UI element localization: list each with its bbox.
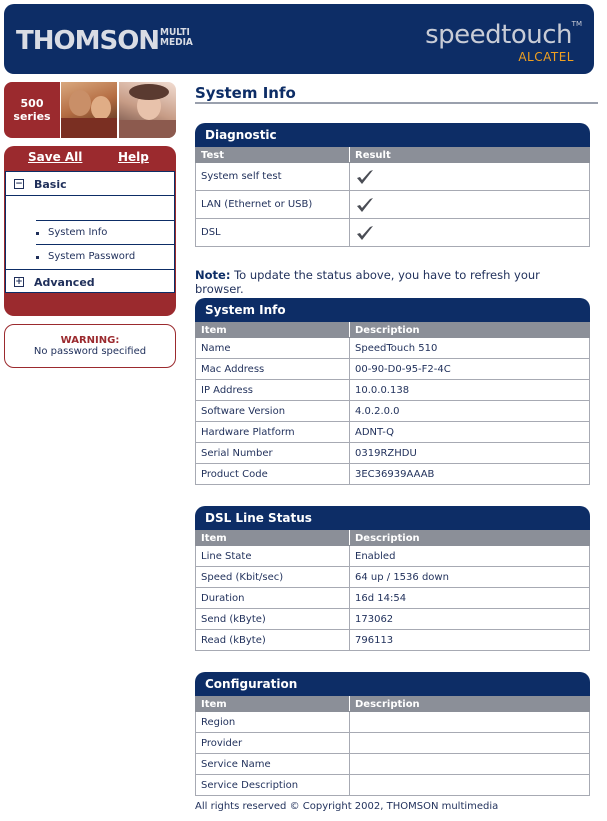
description-cell: 173062 [350,609,590,630]
multimedia-logo-line2: MEDIA [160,37,193,48]
table-row [196,464,590,485]
table-row [196,380,590,401]
bullet-icon [36,232,39,235]
description-cell: 3EC36939AAAB [350,464,590,485]
sidebar-item-system-password[interactable] [36,245,176,269]
test-name: DSL [196,219,350,247]
refresh-note [195,268,590,296]
menu-basic-label: Basic [34,178,67,191]
diagnostic-panel-title: Diagnostic [195,123,590,147]
table-row [196,401,590,422]
series-number: 500 [20,97,44,110]
table-row [196,338,590,359]
menu-action-bar [4,146,176,170]
item-cell: Region [196,712,350,733]
dsl-line-status-table [195,530,590,651]
configuration-table [195,696,590,796]
series-label: series [13,110,51,123]
item-cell: Name [196,338,350,359]
column-header: Item [196,323,350,338]
description-cell: 64 up / 1536 down [350,567,590,588]
sidebar-menu [4,170,176,294]
item-cell: Software Version [196,401,350,422]
table-row [196,733,590,754]
description-cell: 16d 14:54 [350,588,590,609]
item-cell: Provider [196,733,350,754]
alcatel-logo: ALCATEL [518,50,574,64]
table-row [196,443,590,464]
sidebar-item-system-info[interactable] [36,221,176,245]
menu-basic[interactable] [6,172,174,196]
test-result [350,163,590,191]
table-row [196,712,590,733]
test-name: System self test [196,163,350,191]
description-cell [350,754,590,775]
menu-advanced-label: Advanced [34,276,95,289]
item-cell: Product Code [196,464,350,485]
page-title: System Info [195,84,296,102]
item-cell: Service Name [196,754,350,775]
description-cell: 00-90-D0-95-F2-4C [350,359,590,380]
item-cell: Serial Number [196,443,350,464]
table-row [196,630,590,651]
collapse-icon[interactable]: − [15,179,23,189]
save-all-link[interactable]: Save All [28,150,83,164]
column-header: Item [196,531,350,546]
thomson-logo: THOMSON [16,26,160,56]
note-text: To update the status above, you have to refresh your browser. [195,268,540,296]
check-icon [355,195,375,215]
dsl-line-status-panel-title: DSL Line Status [195,506,590,530]
warning-text: No password specified [33,346,147,357]
table-header-row [196,323,590,338]
item-cell: IP Address [196,380,350,401]
table-header-row [196,148,590,163]
table-row [196,588,590,609]
warning-title: WARNING: [60,335,120,346]
sidebar-item-label: System Info [48,227,108,238]
column-header: Item [196,697,350,712]
column-header: Description [350,531,590,546]
password-warning [4,324,176,368]
item-cell: Mac Address [196,359,350,380]
check-icon [355,167,375,187]
description-cell: 4.0.2.0.0 [350,401,590,422]
item-cell: Line State [196,546,350,567]
description-cell: Enabled [350,546,590,567]
column-header: Description [350,323,590,338]
item-cell: Duration [196,588,350,609]
table-header-row [196,531,590,546]
description-cell: SpeedTouch 510 [350,338,590,359]
item-cell: Read (kByte) [196,630,350,651]
table-row [196,754,590,775]
diagnostic-table [195,147,590,247]
trademark-mark: TM [571,20,582,28]
test-name: LAN (Ethernet or USB) [196,191,350,219]
configuration-panel-title: Configuration [195,672,590,696]
table-row [196,219,590,247]
woman-photo-image [119,82,176,138]
note-label: Note: [195,268,231,282]
table-row [196,546,590,567]
column-header: Test [196,148,350,163]
sidebar-item-label: System Password [48,251,136,262]
table-row [196,775,590,796]
item-cell: Hardware Platform [196,422,350,443]
multimedia-logo-line1: MULTI [160,27,190,38]
column-header: Result [350,148,590,163]
item-cell: Service Description [196,775,350,796]
column-header: Description [350,697,590,712]
description-cell: 10.0.0.138 [350,380,590,401]
description-cell: 796113 [350,630,590,651]
test-result [350,191,590,219]
copyright-footer: All rights reserved © Copyright 2002, THOMSON multimedia [195,801,499,812]
bullet-icon [36,256,39,259]
description-cell [350,712,590,733]
help-link[interactable]: Help [118,150,149,164]
check-icon [355,223,375,243]
table-row [196,422,590,443]
description-cell: ADNT-Q [350,422,590,443]
table-header-row [196,697,590,712]
description-cell: 0319RZHDU [350,443,590,464]
system-info-panel-title: System Info [195,298,590,322]
description-cell [350,733,590,754]
speedtouch-logo: speedtouch [425,20,572,50]
title-divider [195,102,598,104]
series-badge [4,82,60,138]
table-row [196,609,590,630]
table-row [196,567,590,588]
description-cell [350,775,590,796]
multimedia-logo-text [160,27,193,48]
item-cell: Speed (Kbit/sec) [196,567,350,588]
test-result [350,219,590,247]
menu-advanced[interactable] [6,269,174,293]
table-row [196,359,590,380]
table-row [196,163,590,191]
people-photo-image [61,82,117,138]
expand-icon[interactable]: + [15,277,23,287]
system-info-table [195,322,590,485]
item-cell: Send (kByte) [196,609,350,630]
header-banner [4,4,594,74]
menu-footer-bar [4,294,176,316]
table-row [196,191,590,219]
